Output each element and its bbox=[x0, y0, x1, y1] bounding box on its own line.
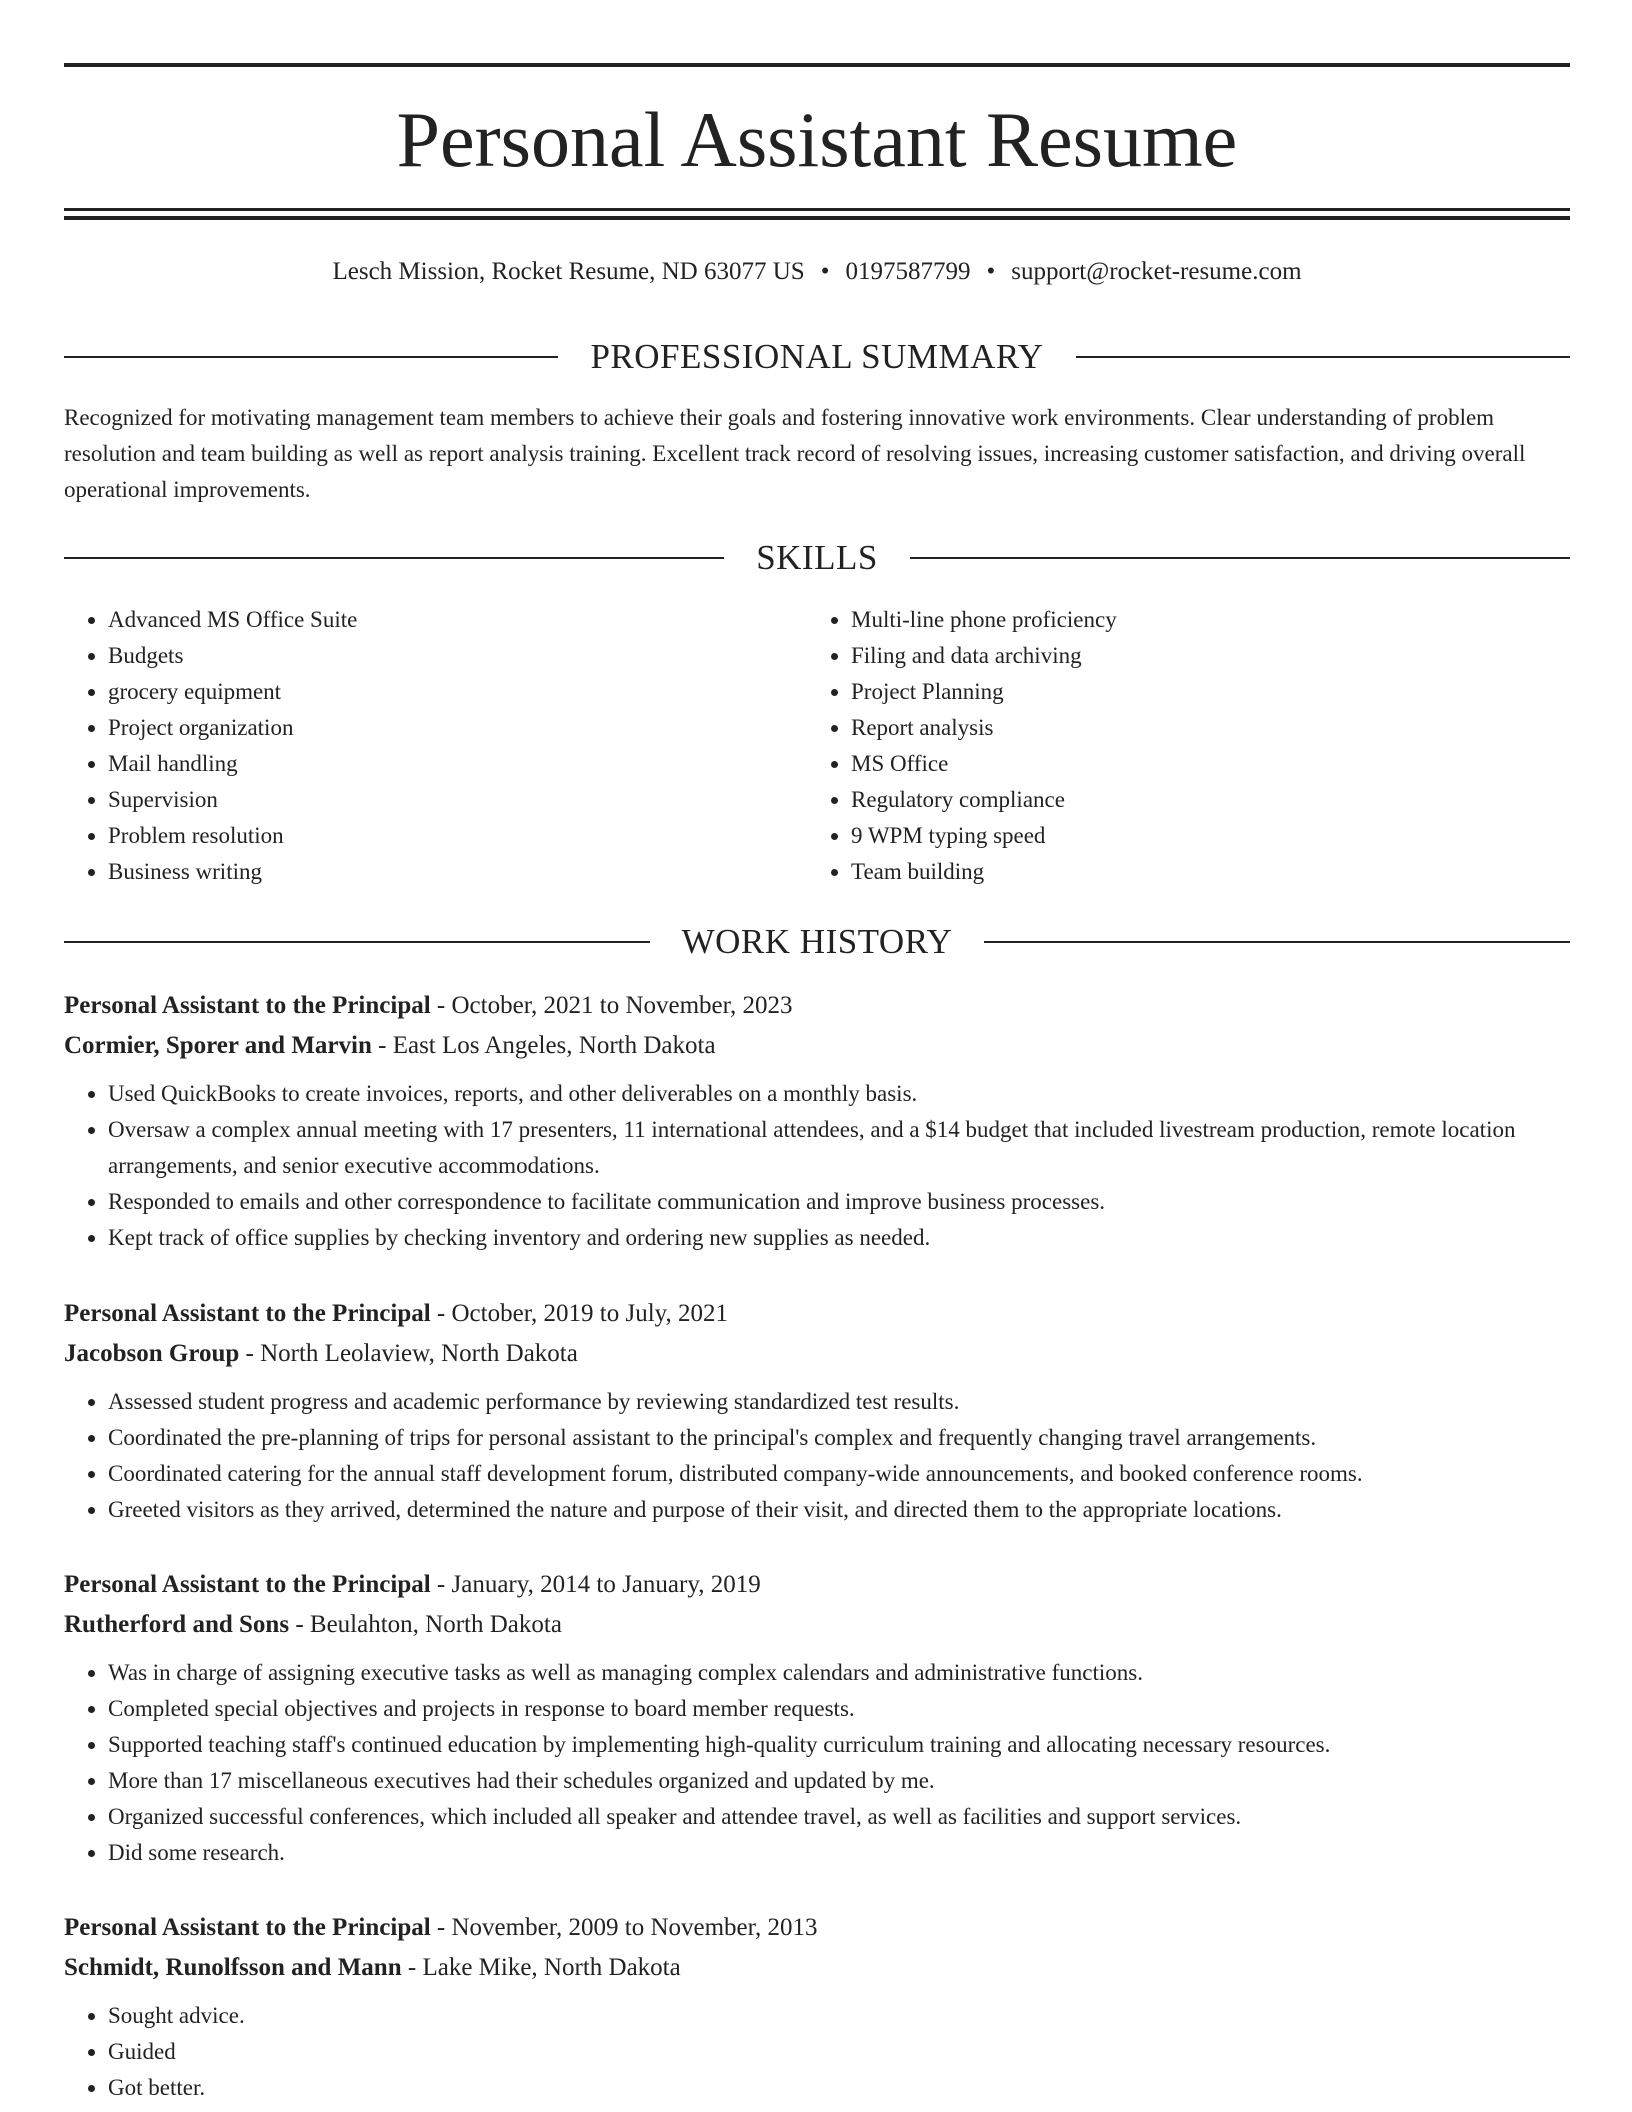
job-company: Cormier, Sporer and Marvin bbox=[64, 1032, 372, 1059]
job-bullet: • Responded to emails and other correspondence to facilitate communication and improve business processes. bbox=[108, 1184, 1570, 1220]
top-rule bbox=[64, 63, 1570, 67]
job-dates: - October, 2019 to July, 2021 bbox=[430, 1300, 729, 1327]
skill-item: • Advanced MS Office Suite bbox=[108, 602, 807, 638]
summary-heading-label: PROFESSIONAL SUMMARY bbox=[590, 337, 1044, 376]
job-title: Personal Assistant to the Principal bbox=[64, 1914, 431, 1941]
job-company-line bbox=[64, 1026, 1570, 1066]
heading-rule-right bbox=[984, 941, 1570, 943]
skill-item: • Budgets bbox=[108, 638, 807, 674]
job-company: Rutherford and Sons bbox=[64, 1611, 290, 1638]
skill-item: • Business writing bbox=[108, 854, 807, 890]
job-company: Schmidt, Runolfsson and Mann bbox=[64, 1954, 402, 1981]
job-title-line bbox=[64, 1565, 1570, 1605]
job-company-line bbox=[64, 1948, 1570, 1988]
job-dates: - January, 2014 to January, 2019 bbox=[430, 1571, 761, 1598]
skill-item: • Supervision bbox=[108, 782, 807, 818]
job-dates: - October, 2021 to November, 2023 bbox=[430, 992, 793, 1019]
skills-column-left bbox=[64, 602, 807, 890]
work-heading bbox=[64, 920, 1570, 964]
job-title-line bbox=[64, 1294, 1570, 1334]
contact-separator: • bbox=[986, 258, 996, 285]
job-location: - Beulahton, North Dakota bbox=[289, 1611, 562, 1638]
job-entry bbox=[64, 986, 1570, 1256]
job-bullet: • Was in charge of assigning executive tasks as well as managing complex calendars and administrative functions. bbox=[108, 1655, 1570, 1691]
resume-title: Personal Assistant Resume bbox=[396, 96, 1238, 183]
contact-address: Lesch Mission, Rocket Resume, ND 63077 US bbox=[332, 258, 805, 285]
job-entry bbox=[64, 1908, 1570, 2106]
skill-item: • Project Planning bbox=[851, 674, 1550, 710]
job-bullet: • Organized successful conferences, which included all speaker and attendee travel, as well as facilities and support services. bbox=[108, 1799, 1570, 1835]
skill-item: • Mail handling bbox=[108, 746, 807, 782]
job-bullet: • Completed special objectives and projects in response to board member requests. bbox=[108, 1691, 1570, 1727]
skill-item: • Report analysis bbox=[851, 710, 1550, 746]
skills-list bbox=[64, 602, 1570, 890]
job-bullet: • Kept track of office supplies by checking inventory and ordering new supplies as needed. bbox=[108, 1220, 1570, 1256]
skill-item: • Project organization bbox=[108, 710, 807, 746]
contact-email: support@rocket-resume.com bbox=[1011, 258, 1302, 285]
job-bullets bbox=[64, 1998, 1570, 2106]
job-bullet: • More than 17 miscellaneous executives had their schedules organized and updated by me. bbox=[108, 1763, 1570, 1799]
summary-heading bbox=[64, 335, 1570, 379]
heading-rule-right bbox=[1076, 356, 1570, 358]
job-entry bbox=[64, 1294, 1570, 1528]
heading-rule-left bbox=[64, 941, 650, 943]
job-location: - East Los Angeles, North Dakota bbox=[371, 1032, 716, 1059]
summary-text: Recognized for motivating management team members to achieve their goals and fostering innovative work environments. Clear understanding of problem resolution and team building as well as report analysis training. Excellent track record of resolving issues, increasing customer satisfaction, and driving overall operational improvements. bbox=[64, 405, 1526, 502]
job-bullets bbox=[64, 1076, 1570, 1256]
job-company: Jacobson Group bbox=[64, 1340, 240, 1367]
skill-item: • Regulatory compliance bbox=[851, 782, 1550, 818]
heading-rule-right bbox=[910, 557, 1570, 559]
job-company-line bbox=[64, 1334, 1570, 1374]
job-title: Personal Assistant to the Principal bbox=[64, 1300, 431, 1327]
job-bullet: • Used QuickBooks to create invoices, reports, and other deliverables on a monthly basis. bbox=[108, 1076, 1570, 1112]
job-bullet: • Coordinated the pre-planning of trips for personal assistant to the principal's complex and frequently changing travel arrangements. bbox=[108, 1420, 1570, 1456]
job-bullet: • Guided bbox=[108, 2034, 1570, 2070]
skill-item: • grocery equipment bbox=[108, 674, 807, 710]
title-rule-lower bbox=[64, 216, 1570, 220]
contact-phone: 0197587799 bbox=[845, 258, 971, 285]
job-bullets bbox=[64, 1384, 1570, 1528]
skill-item: • Problem resolution bbox=[108, 818, 807, 854]
job-location: - North Leolaview, North Dakota bbox=[239, 1340, 578, 1367]
job-bullet: • Coordinated catering for the annual staff development forum, distributed company-wide announcements, and booked conference rooms. bbox=[108, 1456, 1570, 1492]
job-bullet: • Sought advice. bbox=[108, 1998, 1570, 2034]
job-entry bbox=[64, 1565, 1570, 1871]
title-rule-upper bbox=[64, 208, 1570, 211]
job-bullet: • Did some research. bbox=[108, 1835, 1570, 1871]
job-title: Personal Assistant to the Principal bbox=[64, 992, 431, 1019]
job-company-line bbox=[64, 1605, 1570, 1645]
skill-item: • 9 WPM typing speed bbox=[851, 818, 1550, 854]
job-location: - Lake Mike, North Dakota bbox=[401, 1954, 681, 1981]
job-bullet: • Assessed student progress and academic performance by reviewing standardized test results. bbox=[108, 1384, 1570, 1420]
skill-item: • Multi-line phone proficiency bbox=[851, 602, 1550, 638]
job-title-line bbox=[64, 986, 1570, 1026]
job-title-line bbox=[64, 1908, 1570, 1948]
heading-rule-left bbox=[64, 557, 724, 559]
skill-item: • Team building bbox=[851, 854, 1550, 890]
job-dates: - November, 2009 to November, 2013 bbox=[430, 1914, 818, 1941]
contact-line bbox=[64, 254, 1570, 290]
job-bullet: • Oversaw a complex annual meeting with 17 presenters, 11 international attendees, and a $14 budget that included livestream production, remote location arrangements, and senior executive accommodations. bbox=[108, 1112, 1570, 1184]
work-heading-label: WORK HISTORY bbox=[681, 922, 953, 961]
skills-heading bbox=[64, 536, 1570, 580]
job-title: Personal Assistant to the Principal bbox=[64, 1571, 431, 1598]
skills-heading-label: SKILLS bbox=[756, 538, 878, 577]
heading-rule-left bbox=[64, 356, 558, 358]
job-bullet: • Greeted visitors as they arrived, determined the nature and purpose of their visit, and directed them to the appropriate locations. bbox=[108, 1492, 1570, 1528]
contact-separator: • bbox=[820, 258, 830, 285]
skill-item: • Filing and data archiving bbox=[851, 638, 1550, 674]
job-bullet: • Supported teaching staff's continued education by implementing high-quality curriculum training and allocating necessary resources. bbox=[108, 1727, 1570, 1763]
skills-column-right bbox=[807, 602, 1550, 890]
skill-item: • MS Office bbox=[851, 746, 1550, 782]
job-bullets bbox=[64, 1655, 1570, 1871]
job-bullet: • Got better. bbox=[108, 2070, 1570, 2106]
